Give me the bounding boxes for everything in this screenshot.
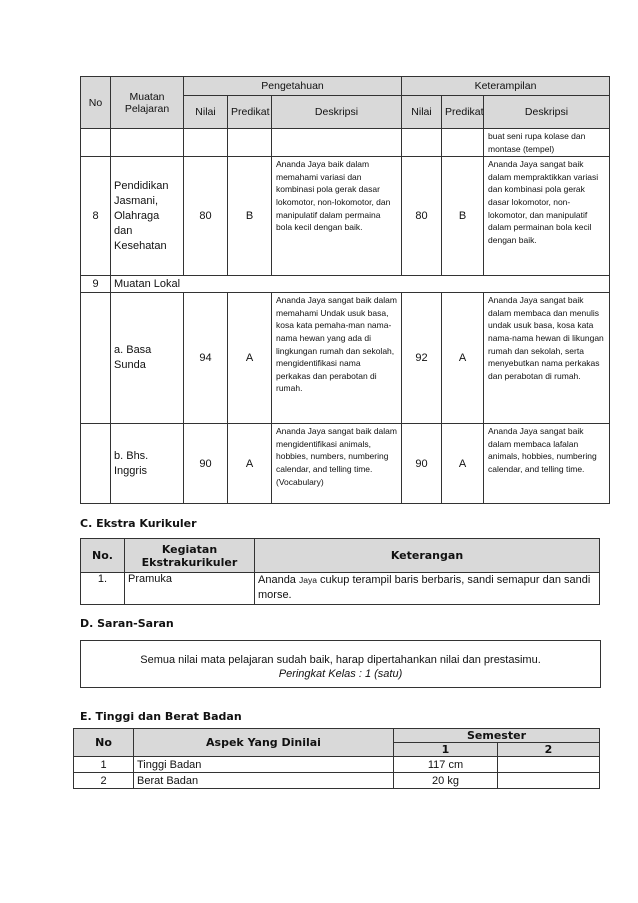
tinggi-s2 xyxy=(498,773,600,789)
p-nilai: 94 xyxy=(184,293,228,424)
tinggi-s2 xyxy=(498,757,600,773)
p-predikat: A xyxy=(228,293,272,424)
row-number: 9 xyxy=(81,276,111,293)
ekstra-table xyxy=(80,538,600,605)
table-row xyxy=(81,129,610,157)
header-muatan: Muatan Pelajaran xyxy=(111,77,184,129)
header-k-predikat: Predikat xyxy=(442,96,484,129)
k-nilai: 92 xyxy=(402,293,442,424)
header-p-nilai: Nilai xyxy=(184,96,228,129)
header-no: No xyxy=(81,77,111,129)
k-predikat: A xyxy=(442,293,484,424)
header-keterampilan: Keterampilan xyxy=(402,77,610,96)
tinggi-aspek: Tinggi Badan xyxy=(134,757,394,773)
table-row xyxy=(81,157,610,276)
p-predikat: A xyxy=(228,424,272,504)
table-row xyxy=(74,773,600,789)
subject-name: a. Basa Sunda xyxy=(111,293,184,424)
section-title-saran: D. Saran-Saran xyxy=(80,617,174,630)
header-aspek: Aspek Yang Dinilai xyxy=(134,729,394,757)
tinggi-no: 2 xyxy=(74,773,134,789)
k-nilai: 80 xyxy=(402,157,442,276)
table-row xyxy=(81,293,610,424)
tinggi-table xyxy=(73,728,600,789)
k-predikat: A xyxy=(442,424,484,504)
subject-name: Pendidikan Jasmani, Olahraga dan Kesehatan xyxy=(111,157,184,276)
header-no: No xyxy=(74,729,134,757)
p-description: Ananda Jaya sangat baik dalam mengidentifikasi animals, hobbies, numbers, numbering calendar, and telling time. (Vocabulary) xyxy=(272,424,402,504)
header-p-deskripsi: Deskripsi xyxy=(272,96,402,129)
k-description: Ananda Jaya sangat baik dalam membaca dan menulis undak usuk basa, kosa kata nama-nama hewan di likungan rumah dan sekolah, serta menyebutkan nama perkakas dan perabotan di rumah. xyxy=(484,293,610,424)
saran-text: Semua nilai mata pelajaran sudah baik, harap dipertahankan nilai dan prestasimu. xyxy=(140,654,541,666)
ket-prefix: Ananda xyxy=(258,574,296,586)
header-keterangan: Keterangan xyxy=(255,539,600,573)
k-description: Ananda Jaya sangat baik dalam membaca lafalan animals, hobbies, numbering calendar, and telling time. xyxy=(484,424,610,504)
ekstra-no: 1. xyxy=(81,573,125,605)
k-description: Ananda Jaya sangat baik dalam mempraktikkan variasi dan kombinasi pola gerak dasar lokomotor, non-lokomotor, dan manipulatif dalam permainan bola kecil dengan baik. xyxy=(484,157,610,276)
ekstra-kegiatan: Pramuka xyxy=(125,573,255,605)
grades-table xyxy=(80,76,610,504)
p-predikat: B xyxy=(228,157,272,276)
p-nilai: 90 xyxy=(184,424,228,504)
header-semester: Semester xyxy=(394,729,600,743)
ekstra-keterangan xyxy=(255,573,600,605)
tinggi-no: 1 xyxy=(74,757,134,773)
tinggi-aspek: Berat Badan xyxy=(134,773,394,789)
carryover-description: buat seni rupa kolase dan montase (tempel) xyxy=(484,129,610,157)
table-row xyxy=(81,276,610,293)
p-description: Ananda Jaya baik dalam memahami variasi dan kombinasi pola gerak dasar lokomotor, non-lokomotor, dan manipulatif dalam permaina bola kecil dengan baik. xyxy=(272,157,402,276)
k-nilai: 90 xyxy=(402,424,442,504)
header-semester-2: 2 xyxy=(498,743,600,757)
row-number: 8 xyxy=(81,157,111,276)
header-k-nilai: Nilai xyxy=(402,96,442,129)
header-no: No. xyxy=(81,539,125,573)
header-pengetahuan: Pengetahuan xyxy=(184,77,402,96)
section-title-tinggi: E. Tinggi dan Berat Badan xyxy=(80,710,242,723)
saran-box xyxy=(80,640,601,688)
subject-group: Muatan Lokal xyxy=(111,276,610,293)
p-description: Ananda Jaya sangat baik dalam memahami Undak usuk basa, kosa kata pemaha-man nama-nama hewan yang ada di lingkungan rumah dan sekolah, mengidentifikasi nama perkakas dan perabotan di rumah. xyxy=(272,293,402,424)
header-semester-1: 1 xyxy=(394,743,498,757)
k-predikat: B xyxy=(442,157,484,276)
header-p-predikat: Predikat xyxy=(228,96,272,129)
p-nilai: 80 xyxy=(184,157,228,276)
peringkat-text: Peringkat Kelas : 1 (satu) xyxy=(278,668,403,680)
section-title-ekstra: C. Ekstra Kurikuler xyxy=(80,517,197,530)
table-row xyxy=(74,757,600,773)
subject-name: b. Bhs. Inggris xyxy=(111,424,184,504)
header-k-deskripsi: Deskripsi xyxy=(484,96,610,129)
table-row xyxy=(81,424,610,504)
table-row xyxy=(81,573,600,605)
ket-name: Jaya xyxy=(299,575,317,585)
header-kegiatan: Kegiatan Ekstrakurikuler xyxy=(125,539,255,573)
tinggi-s1: 117 cm xyxy=(394,757,498,773)
ket-rest: cukup terampil baris berbaris, sandi semapur dan sandi morse. xyxy=(258,574,591,601)
tinggi-s1: 20 kg xyxy=(394,773,498,789)
